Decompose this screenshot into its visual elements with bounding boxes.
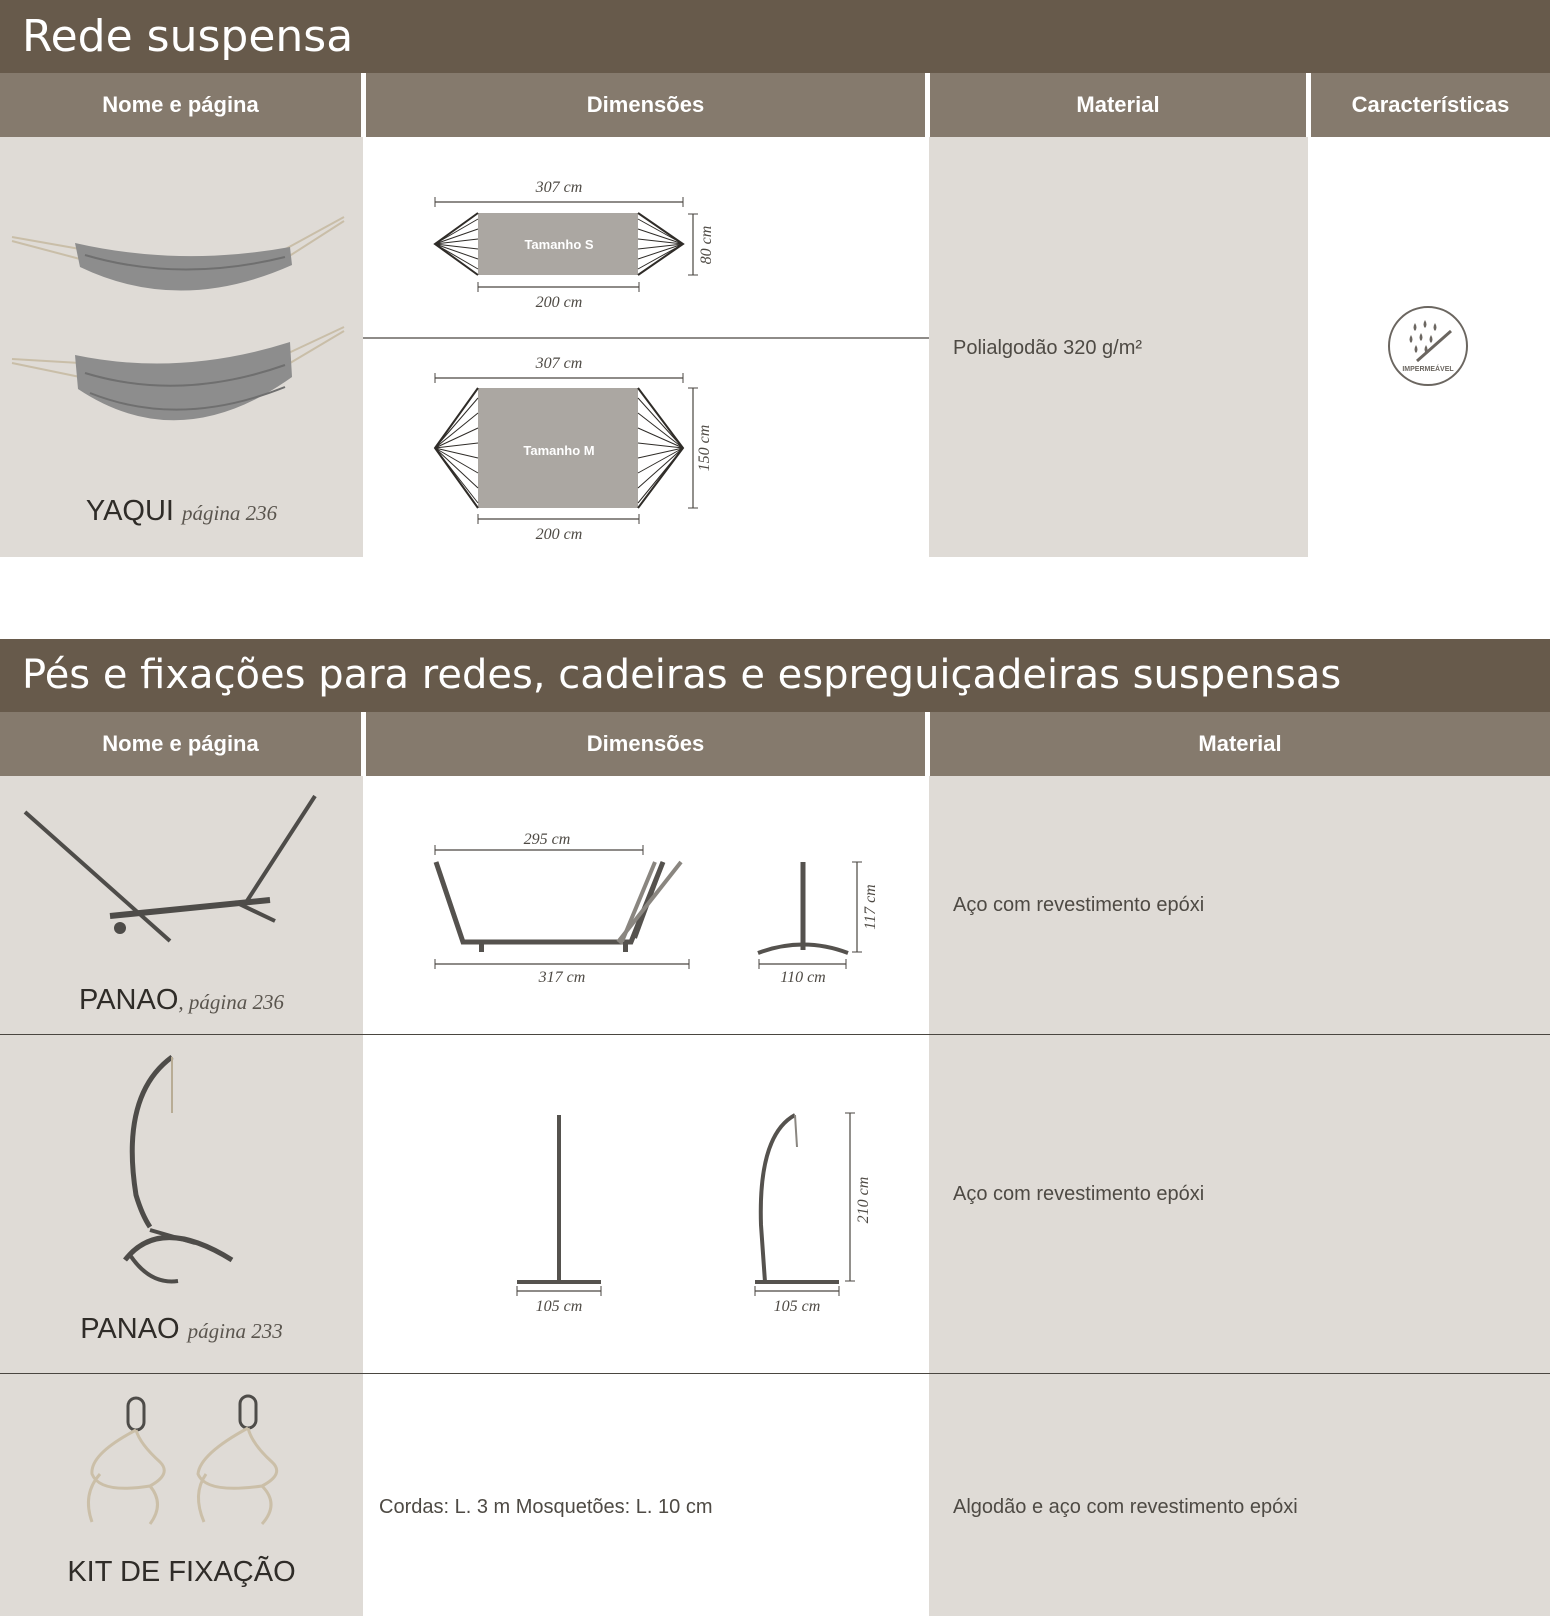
kit-dimensions-text: Cordas: L. 3 m Mosquetões: L. 10 cm bbox=[379, 1496, 713, 1518]
product-name-panao-236 bbox=[0, 984, 363, 1017]
size-m-diagram bbox=[435, 355, 713, 543]
height-label: 210 cm bbox=[855, 1176, 872, 1224]
base-length-label: 317 cm bbox=[538, 969, 586, 986]
header-dimensions-2: Dimensões bbox=[366, 712, 925, 776]
material-cell-panao-236 bbox=[929, 776, 1550, 1034]
material-text: Aço com revestimento epóxi bbox=[953, 894, 1205, 916]
product-cell-kit bbox=[0, 1374, 363, 1616]
size-m-label: Tamanho M bbox=[523, 443, 595, 458]
size-m-bed-length: 200 cm bbox=[535, 526, 583, 543]
hammock-image bbox=[0, 137, 363, 457]
dimensions-cell-panao-233 bbox=[363, 1035, 929, 1373]
product-cell-panao-236 bbox=[0, 776, 363, 1034]
product-page: página 233 bbox=[187, 1319, 283, 1343]
header-name-page: Nome e página bbox=[0, 73, 361, 137]
header-characteristics: Características bbox=[1311, 73, 1550, 137]
carabiner-right bbox=[198, 1396, 277, 1524]
material-text: Algodão e aço com revestimento epóxi bbox=[953, 1496, 1298, 1518]
size-s-total-length: 307 cm bbox=[535, 179, 583, 196]
product-name-yaqui bbox=[0, 495, 363, 528]
waterproof-icon bbox=[1387, 305, 1469, 387]
material-text: Polialgodão 320 g/m² bbox=[953, 337, 1143, 359]
panao-236-diagram bbox=[363, 776, 929, 1034]
panao-233-diagram bbox=[363, 1035, 929, 1373]
product-page: , página 236 bbox=[178, 990, 284, 1014]
product-name: KIT DE FIXAÇÃO bbox=[67, 1556, 296, 1588]
size-s-bed-length: 200 cm bbox=[535, 294, 583, 311]
size-m-total-length: 307 cm bbox=[535, 355, 583, 372]
size-s-label: Tamanho S bbox=[524, 237, 594, 252]
fixing-kit-image bbox=[0, 1374, 363, 1534]
carabiner-left bbox=[88, 1398, 164, 1524]
product-page: página 236 bbox=[182, 501, 278, 525]
product-cell-yaqui bbox=[0, 137, 363, 557]
product-name: PANAO bbox=[80, 1313, 180, 1345]
hammock-top bbox=[12, 217, 344, 291]
product-cell-panao-233 bbox=[0, 1035, 363, 1373]
size-m-width: 150 cm bbox=[696, 424, 713, 472]
material-text: Aço com revestimento epóxi bbox=[953, 1183, 1205, 1205]
dimensions-cell-kit bbox=[363, 1374, 929, 1616]
material-cell-kit bbox=[929, 1374, 1550, 1616]
size-s-diagram bbox=[435, 179, 715, 311]
height-label: 117 cm bbox=[862, 884, 879, 930]
hammock-stand-image bbox=[0, 776, 363, 956]
product-name-panao-233 bbox=[0, 1313, 363, 1346]
material-cell-yaqui bbox=[929, 137, 1308, 557]
header-name-page-2: Nome e página bbox=[0, 712, 361, 776]
product-name: YAQUI bbox=[85, 495, 174, 527]
hammock-bottom bbox=[12, 327, 344, 420]
side-width-label: 110 cm bbox=[780, 969, 826, 986]
size-s-width: 80 cm bbox=[698, 225, 715, 265]
section-title-hammock: Rede suspensa bbox=[0, 0, 1550, 73]
characteristics-cell-yaqui bbox=[1308, 137, 1550, 557]
top-width-label: 295 cm bbox=[523, 831, 571, 848]
dimensions-cell-panao-236 bbox=[363, 776, 929, 1034]
size-diagrams bbox=[363, 137, 929, 557]
material-cell-panao-233 bbox=[929, 1035, 1550, 1373]
dimensions-cell-yaqui bbox=[363, 137, 929, 557]
chair-stand-image bbox=[0, 1035, 363, 1285]
section-title-stands: Pés e fixações para redes, cadeiras e espreguiçadeiras suspensas bbox=[0, 639, 1550, 712]
base-a-label: 105 cm bbox=[535, 1298, 583, 1315]
header-dimensions: Dimensões bbox=[366, 73, 925, 137]
waterproof-label: IMPERMEÁVEL bbox=[1402, 366, 1454, 373]
header-material: Material bbox=[930, 73, 1306, 137]
product-name-kit bbox=[0, 1556, 363, 1589]
product-name: PANAO bbox=[79, 984, 179, 1016]
header-material-2: Material bbox=[930, 712, 1550, 776]
base-b-label: 105 cm bbox=[773, 1298, 821, 1315]
